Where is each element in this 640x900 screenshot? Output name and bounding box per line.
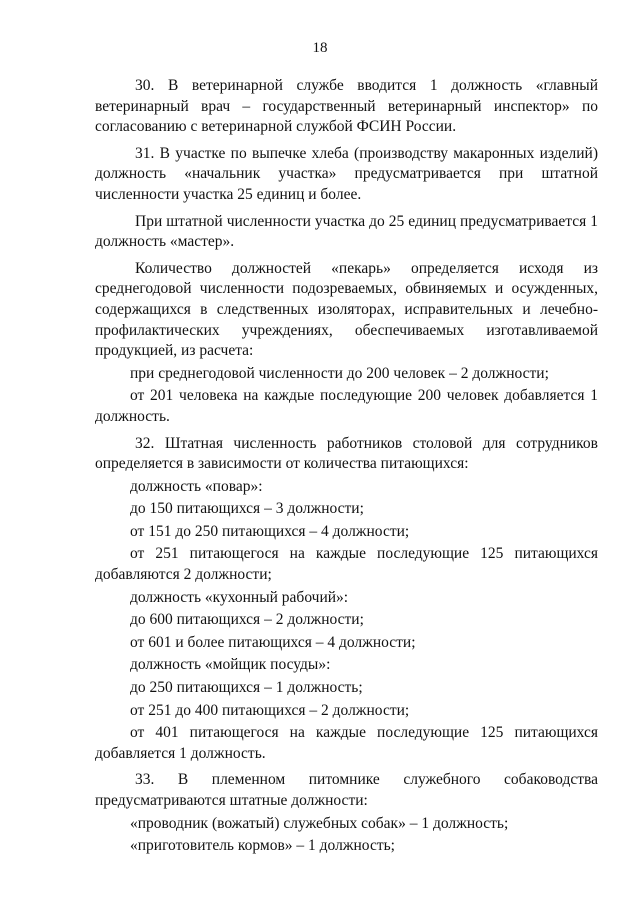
page-number: 18	[312, 40, 328, 56]
list-line: от 601 и более питающихся – 4 должности;	[130, 633, 416, 651]
paragraph: 31. В участке по выпечке хлеба (производству макаронных изделий) должность «начальник участка» предусматривается при штатной численности участка 25 единиц и более.	[95, 144, 598, 203]
list-line: при среднегодовой численности до 200 человек – 2 должности;	[130, 364, 549, 382]
paragraph: При штатной численности участка до 25 единиц предусматривается 1 должность «мастер».	[95, 212, 598, 251]
paragraph: 30. В ветеринарной службе вводится 1 должность «главный ветеринарный врач – государственный ветеринарный инспектор» по согласованию с ветеринарной службой ФСИН России.	[95, 77, 598, 136]
paragraph: 32. Штатная численность работников столовой для сотрудников определяется в зависимости от количества питающихся:	[95, 434, 598, 473]
list-line: должность «повар»:	[130, 477, 263, 495]
list-line: до 150 питающихся – 3 должности;	[130, 500, 364, 518]
document-body	[95, 70, 598, 859]
list-line: от 251 до 400 питающихся – 2 должности;	[130, 701, 410, 719]
list-line: от 201 человека на каждые последующие 200 человек добавляется 1 должность.	[95, 387, 598, 425]
list-line: «приготовитель кормов» – 1 должность;	[130, 837, 395, 855]
list-line: от 401 питающегося на каждые последующие 125 питающихся добавляется 1 должность.	[95, 724, 598, 762]
list-line: от 251 питающегося на каждые последующие 125 питающихся добавляются 2 должности;	[95, 545, 598, 584]
list-line: «проводник (вожатый) служебных собак» – 1 должность;	[130, 814, 509, 832]
list-line: должность «мойщик посуды»:	[130, 656, 331, 674]
paragraph: 33. В племенном питомнике служебного собаководства предусматриваются штатные должности:	[95, 771, 598, 809]
paragraph: Количество должностей «пекарь» определяется исходя из среднегодовой численности подозреваемых, обвиняемых и осужденных, содержащихся в следственных изоляторах, исправительных и лечебно-профилактических учреждениях, обеспечиваемых изготавливаемой продукцией, из расчета:	[95, 259, 598, 360]
list-line: должность «кухонный рабочий»:	[130, 588, 349, 606]
list-line: до 250 питающихся – 1 должность;	[130, 679, 363, 697]
list-line: до 600 питающихся – 2 должности;	[130, 611, 364, 629]
list-line: от 151 до 250 питающихся – 4 должности;	[130, 522, 410, 540]
